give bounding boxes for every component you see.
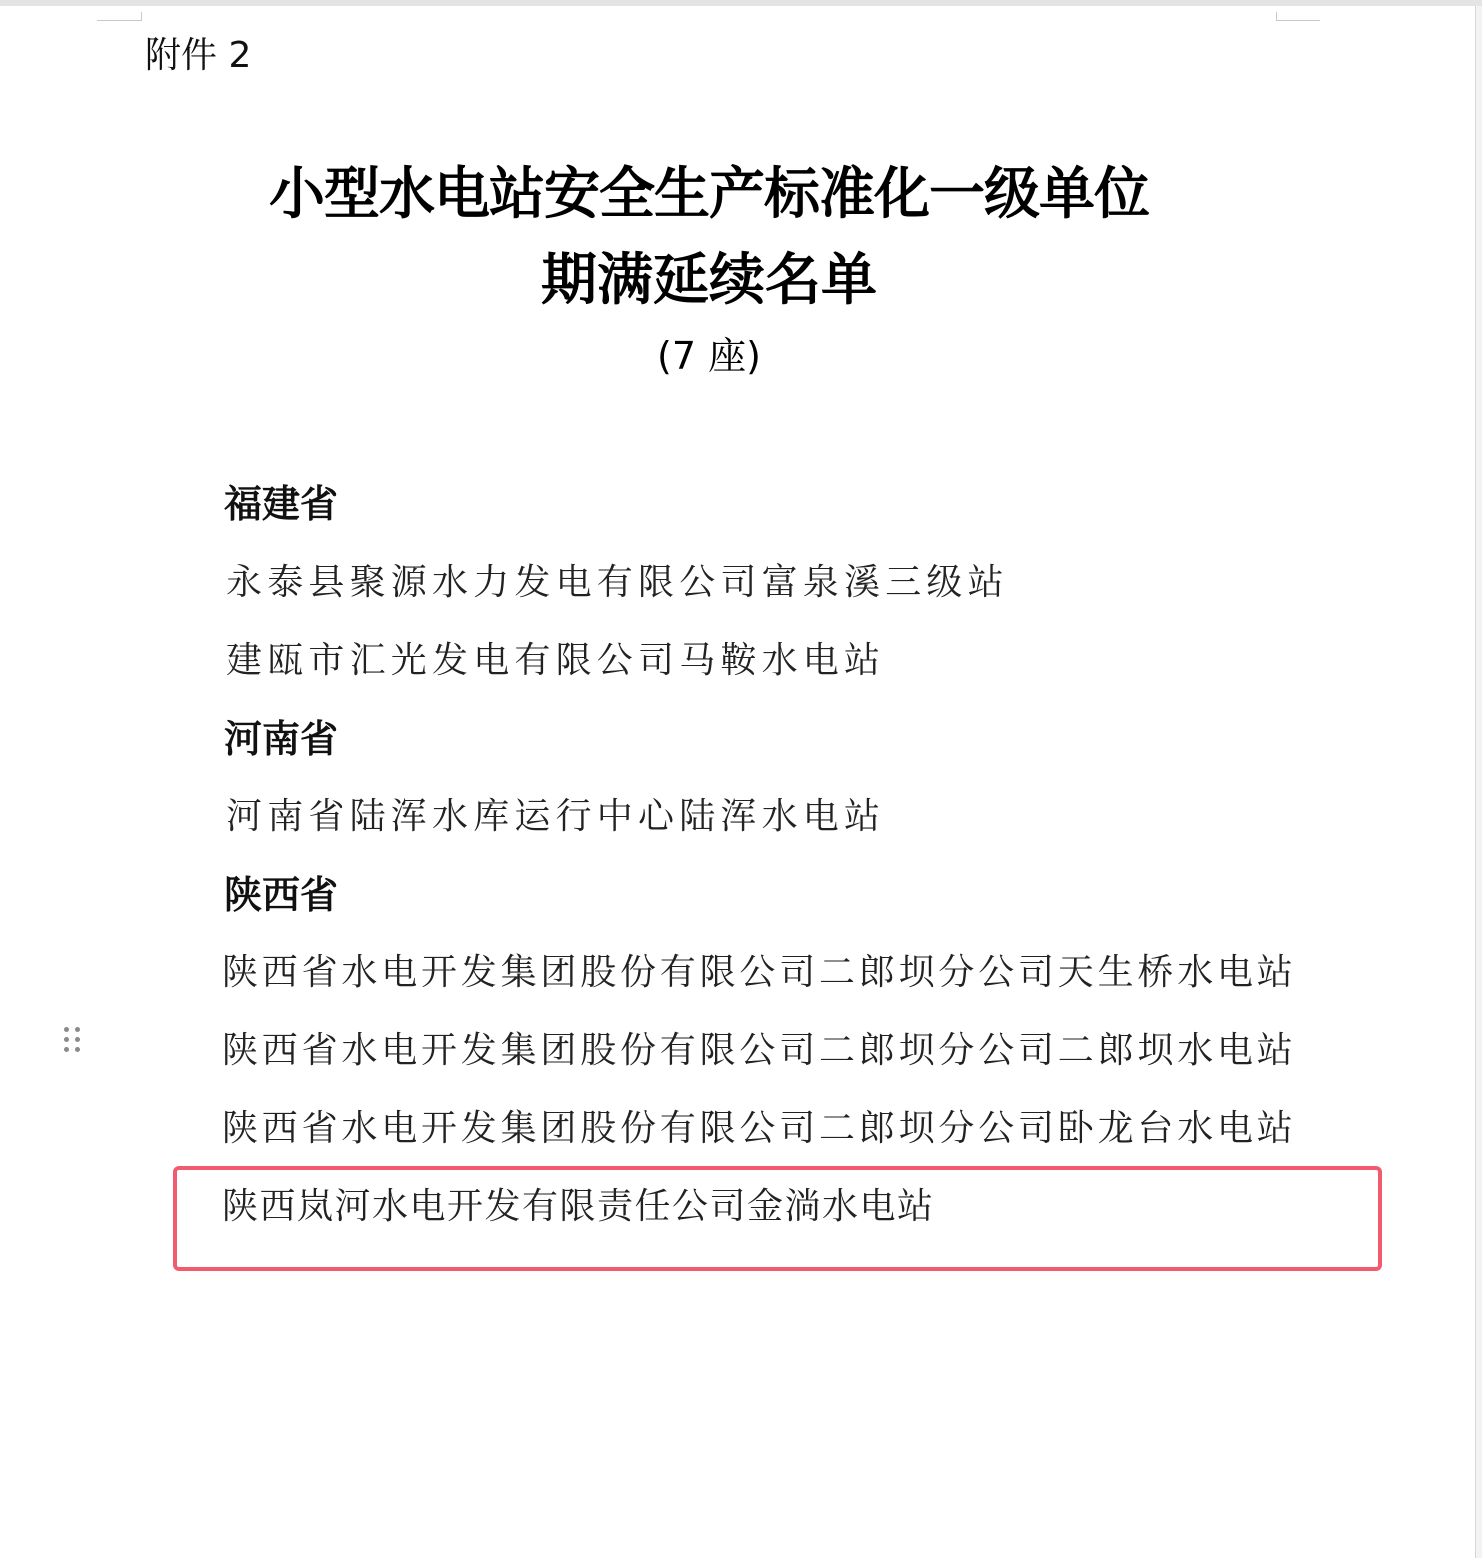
province-heading-shaanxi: 陕西省 <box>224 873 339 917</box>
station-item: 陕西省水电开发集团股份有限公司二郎坝分公司天生桥水电站 <box>222 952 1297 993</box>
station-item: 陕西省水电开发集团股份有限公司二郎坝分公司卧龙台水电站 <box>222 1108 1297 1149</box>
station-count: (7 座) <box>657 334 761 378</box>
document-page <box>0 6 1476 1558</box>
document-title-line-1: 小型水电站安全生产标准化一级单位 <box>269 161 1149 227</box>
annex-label: 附件 2 <box>145 35 252 76</box>
drag-handle-icon[interactable] <box>62 1026 84 1056</box>
crop-mark-top-right <box>1276 12 1277 21</box>
document-title-line-2: 期满延续名单 <box>541 247 877 313</box>
station-item: 永泰县聚源水力发电有限公司富泉溪三级站 <box>226 562 1009 603</box>
province-heading-fujian: 福建省 <box>224 482 339 526</box>
highlight-box <box>173 1166 1382 1271</box>
province-heading-henan: 河南省 <box>224 717 339 761</box>
station-item: 建瓯市汇光发电有限公司马鞍水电站 <box>226 640 886 681</box>
crop-mark-top-right <box>1276 20 1320 21</box>
station-item: 河南省陆浑水库运行中心陆浑水电站 <box>226 796 886 837</box>
crop-mark-top-left <box>97 20 141 21</box>
station-item-highlighted: 陕西岚河水电开发有限责任公司金淌水电站 <box>222 1186 935 1227</box>
station-item: 陕西省水电开发集团股份有限公司二郎坝分公司二郎坝水电站 <box>222 1030 1297 1071</box>
crop-mark-top-left <box>141 12 142 21</box>
